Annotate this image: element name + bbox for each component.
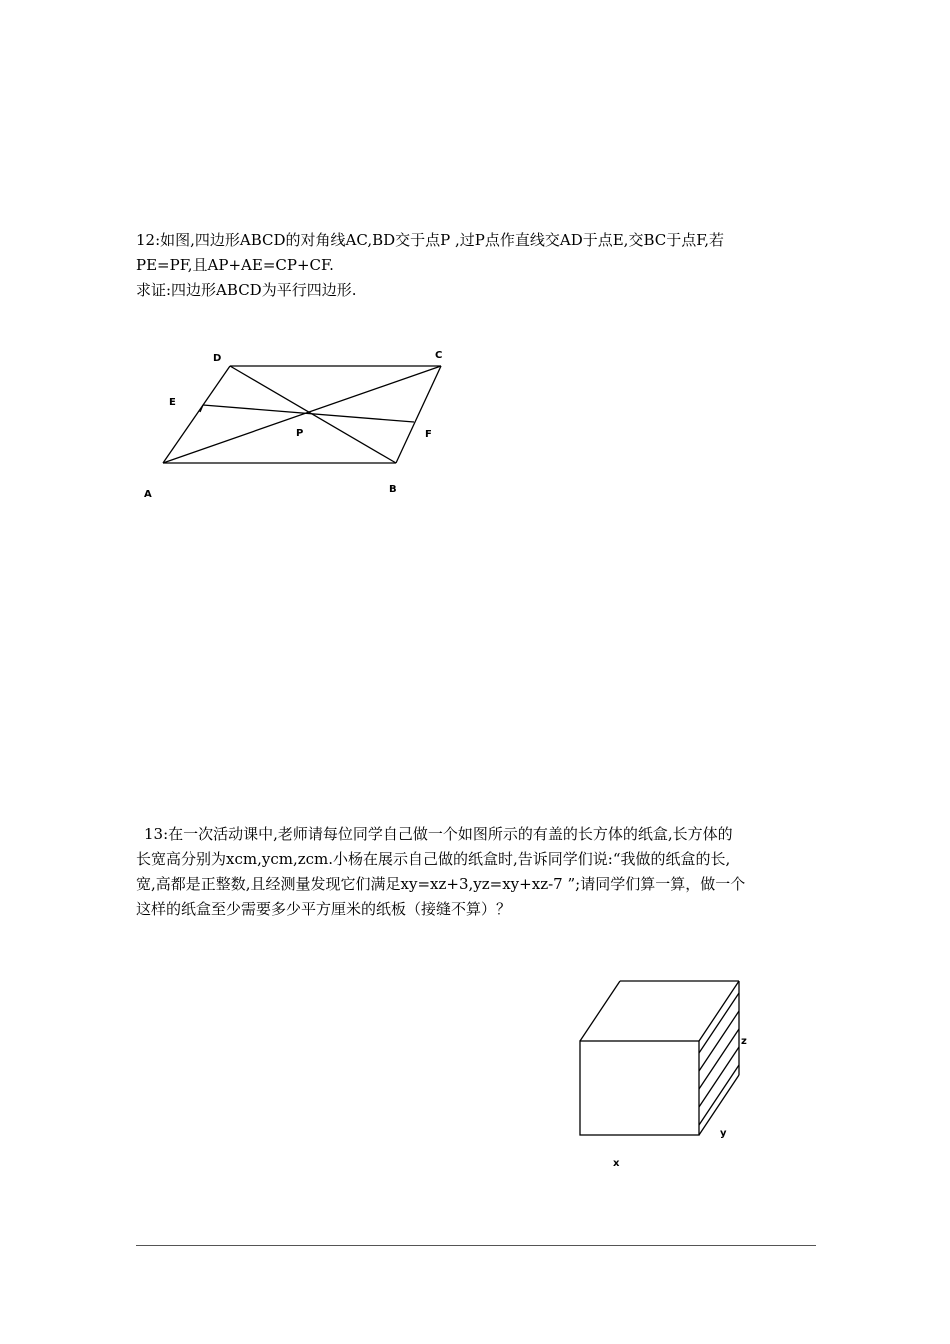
label-e: E <box>169 397 176 408</box>
problem-13-text <box>136 822 816 922</box>
problem-13-figure <box>570 970 760 1175</box>
problem-12-text <box>136 228 816 303</box>
problem-13-line-2: 长宽高分别为xcm,ycm,zcm.小杨在展示自己做的纸盒时,告诉同学们说:“我做的纸盒的长, <box>136 850 731 868</box>
label-a: A <box>144 489 152 500</box>
problem-13-line-4: 这样的纸盒至少需要多少平方厘米的纸板（接缝不算）？ <box>136 900 512 918</box>
label-b: B <box>389 484 397 495</box>
problem-12-line-2: PE=PF,且AP+AE=CP+CF. <box>136 256 334 274</box>
diagonal-ac <box>163 366 441 463</box>
label-f: F <box>425 429 432 440</box>
label-c: C <box>435 350 443 361</box>
label-x: x <box>613 1158 620 1169</box>
edge-bc <box>396 366 441 463</box>
label-p: P <box>296 428 304 439</box>
problem-12-figure <box>130 340 460 510</box>
problem-12-line-3: 求证:四边形ABCD为平行四边形. <box>136 281 357 299</box>
box-bottom-right-edge <box>699 1075 739 1135</box>
label-d: D <box>213 353 222 364</box>
problem-13-line-1: 13:在一次活动课中,老师请每位同学自己做一个如图所示的有盖的长方体的纸盒,长方体的 <box>144 825 733 843</box>
box-top-right-edge <box>699 981 739 1041</box>
problem-13-line-3: 宽,高都是正整数,且经测量发现它们满足xy=xz+3,yz=xy+xz-7 ”;请同学们算一算，做一个 <box>136 875 746 893</box>
footer-divider <box>136 1245 816 1246</box>
label-z: z <box>741 1036 747 1047</box>
problem-12-line-1: 12:如图,四边形ABCD的对角线AC,BD交于点P ,过P点作直线交AD于点E,交BC于点F,若 <box>136 231 725 249</box>
box-front-face <box>580 1041 699 1135</box>
edge-da <box>163 366 230 463</box>
label-y: y <box>720 1128 727 1139</box>
box-top-left-edge <box>580 981 620 1041</box>
segment-ef <box>203 405 414 422</box>
